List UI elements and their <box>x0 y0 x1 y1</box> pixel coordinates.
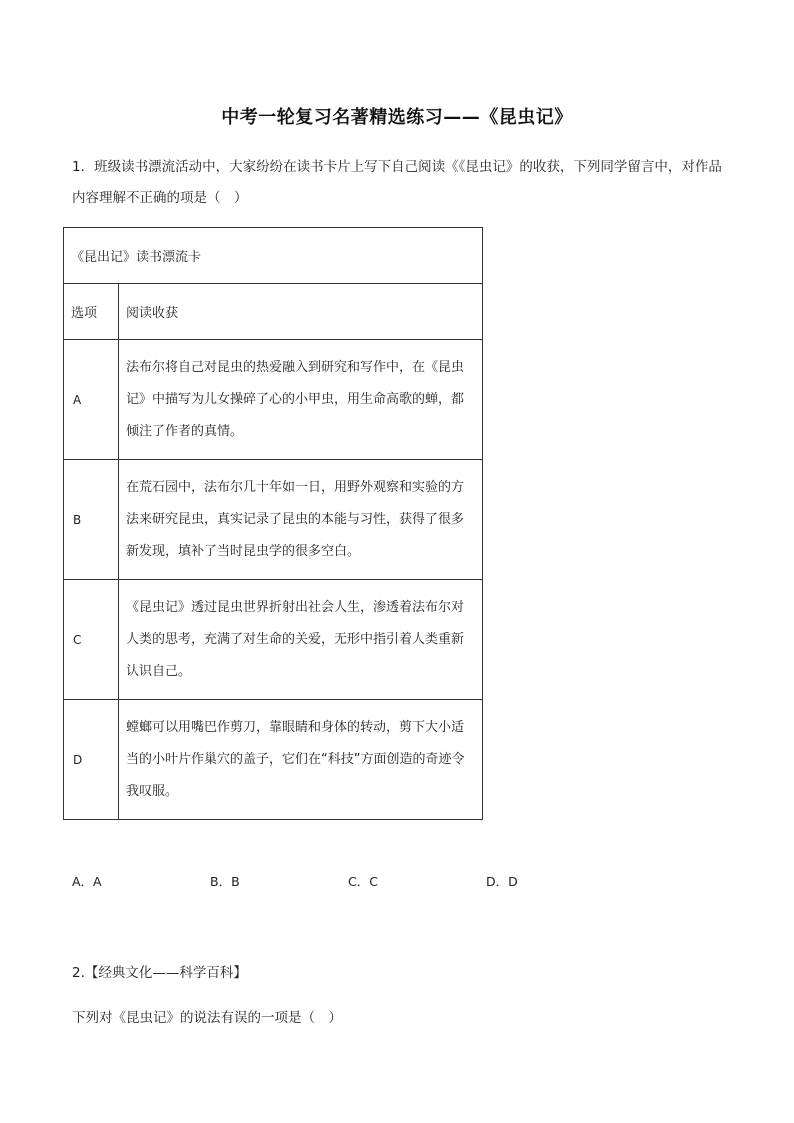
option-letter-a: A <box>64 340 119 460</box>
option-content-d: 螳螂可以用嘴巴作剪刀，靠眼睛和身体的转动，剪下大小适当的小叶片作巢穴的盖子，它们在“科技”方面创造的奇迹令我叹服。 <box>119 700 483 820</box>
table-row <box>64 460 483 580</box>
option-letter-d: D <box>64 700 119 820</box>
choice-d[interactable]: D．D <box>486 874 518 889</box>
option-content-c: 《昆虫记》透过昆虫世界折射出社会人生，渗透着法布尔对人类的思考，充满了对生命的关爱，无形中指引着人类重新认识自己。 <box>119 580 483 700</box>
question-2-heading: 2.【经典文化——科学百科】 <box>72 965 247 981</box>
choice-b[interactable]: B．B <box>210 874 240 889</box>
choice-c[interactable]: C．C <box>348 874 378 889</box>
document-title: 中考一轮复习名著精选练习——《昆虫记》 <box>221 107 573 128</box>
column-header-option: 选项 <box>64 284 119 340</box>
table-row <box>64 580 483 700</box>
option-letter-b: B <box>64 460 119 580</box>
reading-card-table <box>63 227 483 820</box>
choice-a[interactable]: A．A <box>72 874 102 889</box>
column-header-gain: 阅读收获 <box>119 284 483 340</box>
option-content-a: 法布尔将自己对昆虫的热爱融入到研究和写作中，在《昆虫记》中描写为儿女操碎了心的小甲虫，用生命高歌的蝉，都倾注了作者的真情。 <box>119 340 483 460</box>
option-letter-c: C <box>64 580 119 700</box>
table-row <box>64 340 483 460</box>
card-header: 《昆出记》读书漂流卡 <box>64 228 483 284</box>
card-header-row <box>64 228 483 284</box>
option-content-b: 在荒石园中，法布尔几十年如一日，用野外观察和实验的方法来研究昆虫，真实记录了昆虫的本能与习性，获得了很多新发现，填补了当时昆虫学的很多空白。 <box>119 460 483 580</box>
question-1-stem: 1．班级读书漂流活动中，大家纷纷在读书卡片上写下自己阅读《《昆虫记》的收获，下列同学留言中，对作品内容理解不正确的项是（ ） <box>72 159 722 206</box>
table-row <box>64 700 483 820</box>
card-column-header-row <box>64 284 483 340</box>
question-2-stem: 下列对《昆虫记》的说法有误的一项是（ ） <box>72 1010 342 1026</box>
